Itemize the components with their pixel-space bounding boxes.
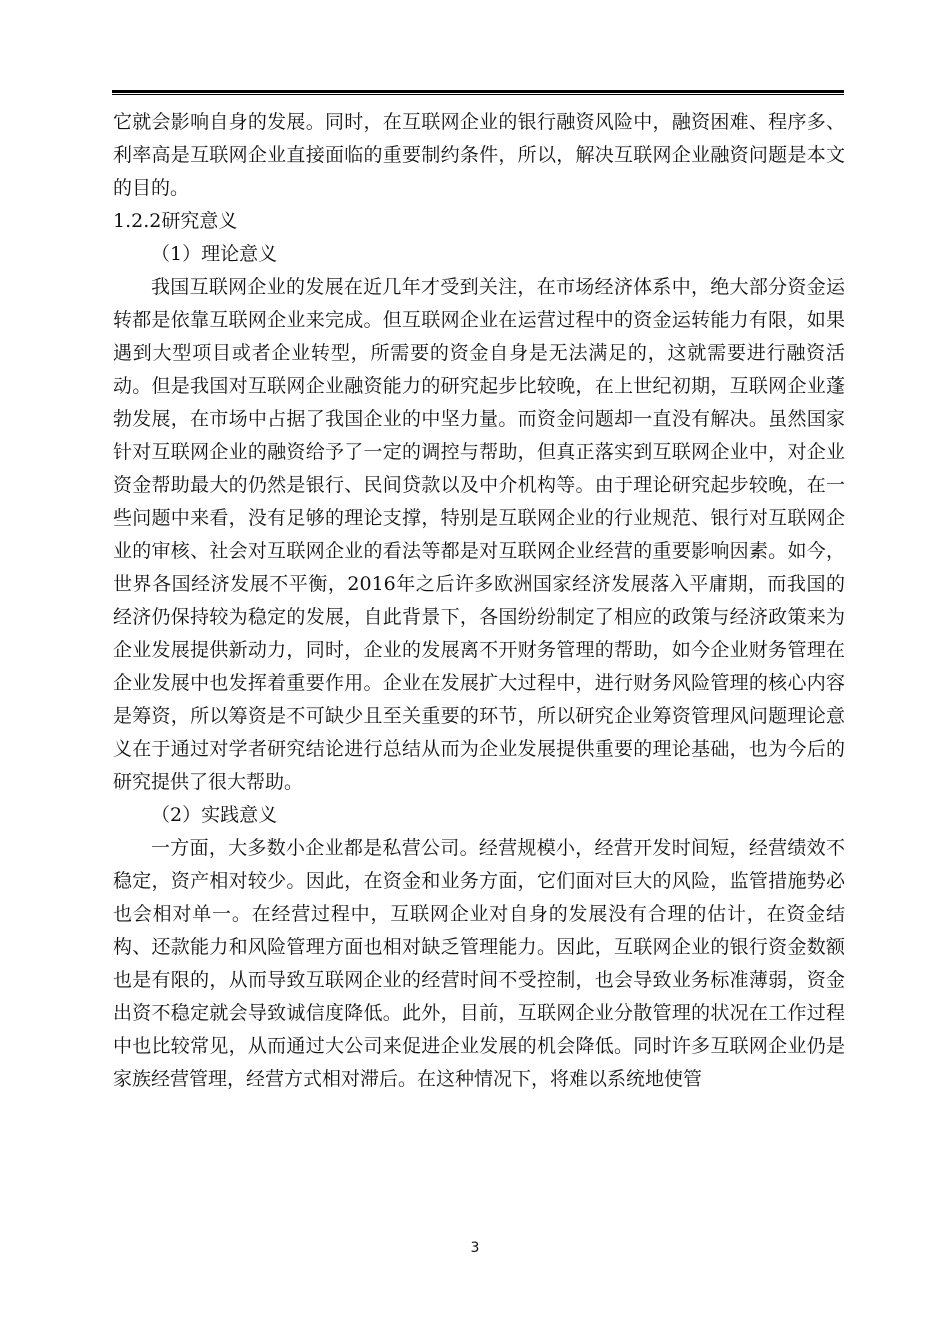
paragraph-practical-significance: 一方面，大多数小企业都是私营公司。经营规模小，经营开发时间短，经营绩效不稳定，资产相对较少。因此，在资金和业务方面，它们面对巨大的风险，监管措施势必也会相对单一。在经营过程中，互联网企业对自身的发展没有合理的估计，在资金结构、还款能力和风险管理方面也相对缺乏管理能力。因此，互联网企业的银行资金数额也是有限的，从而导致互联网企业的经营时间不受控制，也会导致业务标准薄弱，资金出资不稳定就会导致诚信度降低。此外，目前，互联网企业分散管理的状况在工作过程中也比较常见，从而通过大公司来促进企业发展的机会降低。同时许多互联网企业仍是家族经营管理，经营方式相对滞后。在这种情况下，将难以系统地使管: [113, 837, 845, 1090]
subheading-practical-significance: （2）实践意义: [151, 804, 278, 826]
paragraph-theoretical-significance: 我国互联网企业的发展在近几年才受到关注，在市场经济体系中，绝大部分资金运转都是依靠互联网企业来完成。但互联网企业在运营过程中的资金运转能力有限，如果遇到大型项目或者企业转型，所需要的资金自身是无法满足的，这就需要进行融资活动。但是我国对互联网企业融资能力的研究起步比较晚，在上世纪初期，互联网企业蓬勃发展，在市场中占据了我国企业的中坚力量。而资金问题却一直没有解决。虽然国家针对互联网企业的融资给予了一定的调控与帮助，但真正落实到互联网企业中，对企业资金帮助最大的仍然是银行、民间贷款以及中介机构等。由于理论研究起步较晚，在一些问题中来看，没有足够的理论支撑，特别是互联网企业的行业规范、银行对互联网企业的审核、社会对互联网企业的看法等都是对互联网企业经营的重要影响因素。如今，世界各国经济发展不平衡，2016年之后许多欧洲国家经济发展落入平庸期，而我国的经济仍保持较为稳定的发展，自此背景下，各国纷纷制定了相应的政策与经济政策来为企业发展提供新动力，同时，企业的发展离不开财务管理的帮助，如今企业财务管理在企业发展中也发挥着重要作用。企业在发展扩大过程中，进行财务风险管理的核心内容是筹资，所以筹资是不可缺少且至关重要的环节，所以研究企业筹资管理风问题理论意义在于通过对学者研究结论进行总结从而为企业发展提供重要的理论基础，也为今后的研究提供了很大帮助。: [113, 276, 845, 793]
page-body: [113, 106, 845, 1096]
paragraph-continuation: 它就会影响自身的发展。同时，在互联网企业的银行融资风险中，融资困难、程序多、利率高是互联网企业直接面临的重要制约条件，所以，解决互联网企业融资问题是本文的目的。: [113, 111, 845, 199]
subheading-theoretical-significance: （1）理论意义: [151, 243, 278, 265]
section-heading-1-2-2: 1.2.2研究意义: [113, 210, 238, 232]
page-number: 3: [470, 1240, 480, 1256]
header-rule: [112, 90, 844, 95]
